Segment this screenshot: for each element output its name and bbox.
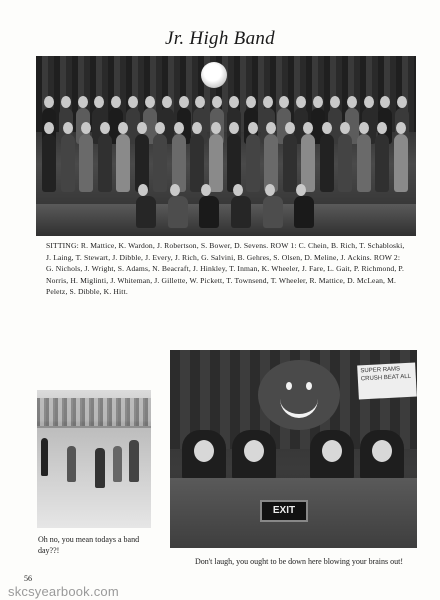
student-figure	[360, 430, 404, 482]
band-member	[263, 196, 283, 228]
band-member	[153, 134, 167, 192]
field-photo-caption: Oh no, you mean todays a band day??!	[38, 535, 140, 555]
band-member-head	[78, 96, 88, 108]
band-member	[246, 134, 260, 192]
band-member-head	[229, 122, 239, 134]
sousaphone-bell	[201, 62, 227, 88]
rams-banner	[357, 363, 417, 400]
stage-photo	[170, 350, 417, 548]
band-member-head	[145, 96, 155, 108]
band-member-head	[44, 96, 54, 108]
band-member	[301, 134, 315, 192]
student-face	[194, 440, 214, 462]
band-member-head	[155, 122, 165, 134]
band-member-head	[313, 96, 323, 108]
person-figure	[41, 438, 48, 476]
band-member	[357, 134, 371, 192]
band-member	[79, 134, 93, 192]
person-figure	[113, 446, 122, 482]
band-member	[190, 134, 204, 192]
rams-banner-text: SUPER RAMS CRUSH BEAT ALL	[360, 366, 412, 383]
band-member-head	[285, 122, 295, 134]
band-member-head	[303, 122, 313, 134]
band-member-head	[330, 96, 340, 108]
band-member-head	[61, 96, 71, 108]
band-member	[338, 134, 352, 192]
band-member-head	[137, 122, 147, 134]
band-member-head	[396, 122, 406, 134]
band-member-head	[170, 184, 180, 196]
student-figure	[232, 430, 276, 482]
person-figure	[95, 448, 105, 488]
watermark: skcsyearbook.com	[8, 584, 119, 599]
smiley-eye	[286, 382, 292, 390]
band-member	[136, 196, 156, 228]
band-member	[231, 196, 251, 228]
student-figure	[182, 430, 226, 482]
student-figure	[310, 430, 354, 482]
band-member	[61, 134, 75, 192]
page-number: 56	[24, 574, 32, 583]
band-member-head	[192, 122, 202, 134]
band-member	[42, 134, 56, 192]
band-member-head	[322, 122, 332, 134]
student-face	[322, 440, 342, 462]
band-member-head	[377, 122, 387, 134]
band-member-head	[138, 184, 148, 196]
person-figure	[129, 440, 139, 482]
band-member-head	[201, 184, 211, 196]
band-member	[283, 134, 297, 192]
band-member-head	[248, 122, 258, 134]
smiley-eye	[306, 382, 312, 390]
band-member	[199, 196, 219, 228]
stage-photo-caption: Don't laugh, you ought to be down here blowing your brains out!	[194, 557, 404, 566]
tree-line	[37, 398, 151, 426]
band-member	[168, 196, 188, 228]
band-member-head	[359, 122, 369, 134]
band-member	[375, 134, 389, 192]
band-member-head	[263, 96, 273, 108]
student-face	[244, 440, 264, 462]
band-member	[294, 196, 314, 228]
band-member-head	[100, 122, 110, 134]
exit-sign: EXIT	[260, 500, 308, 522]
person-figure	[67, 446, 76, 482]
band-member	[394, 134, 408, 192]
band-member-head	[233, 184, 243, 196]
band-member-head	[162, 96, 172, 108]
band-member-head	[296, 184, 306, 196]
band-member-head	[364, 96, 374, 108]
band-member-head	[340, 122, 350, 134]
field-photo	[37, 390, 151, 528]
band-member	[209, 134, 223, 192]
band-member-head	[63, 122, 73, 134]
band-photo-caption: SITTING: R. Mattice, K. Wardon, J. Robertson, S. Bower, D. Sevens. ROW 1: C. Chein, B. Rich, T. Schabloski, J. Laing, T. Stewart, J. Dibble, J. Every, J. Rich, G. Salvini, B. Gehres, S. Olsen, D. Meline, J. Ackins. ROW 2: G. Nichols, J. Wright, S. Adams, N. Beacraft, J. Hinkley, T. Inman, K. Wheeler, J. Fare, L. Gait, P. Richmond, P. Norris, H. Miglinti, J. Whiteman, J. Gillette, W. Pickett, T. Townsend, T. Wheeler, R. Mattice, D. McLean, M. Peletz, S. Dibble, K. Hitt.	[46, 241, 405, 297]
band-member-head	[347, 96, 357, 108]
smiley-mouth	[280, 398, 318, 418]
band-member-head	[128, 96, 138, 108]
band-member-head	[246, 96, 256, 108]
stage-floor	[36, 204, 416, 236]
student-face	[372, 440, 392, 462]
band-member-head	[118, 122, 128, 134]
band-member	[98, 134, 112, 192]
smiley-face-decoration	[258, 360, 340, 430]
page-title: Jr. High Band	[165, 28, 275, 49]
band-member-head	[81, 122, 91, 134]
band-member-head	[266, 122, 276, 134]
band-member-head	[211, 122, 221, 134]
band-group-photo	[36, 56, 416, 236]
band-member-head	[229, 96, 239, 108]
band-member	[116, 134, 130, 192]
band-member-head	[265, 184, 275, 196]
band-member-head	[174, 122, 184, 134]
band-member	[320, 134, 334, 192]
band-member-head	[179, 96, 189, 108]
band-member-head	[44, 122, 54, 134]
